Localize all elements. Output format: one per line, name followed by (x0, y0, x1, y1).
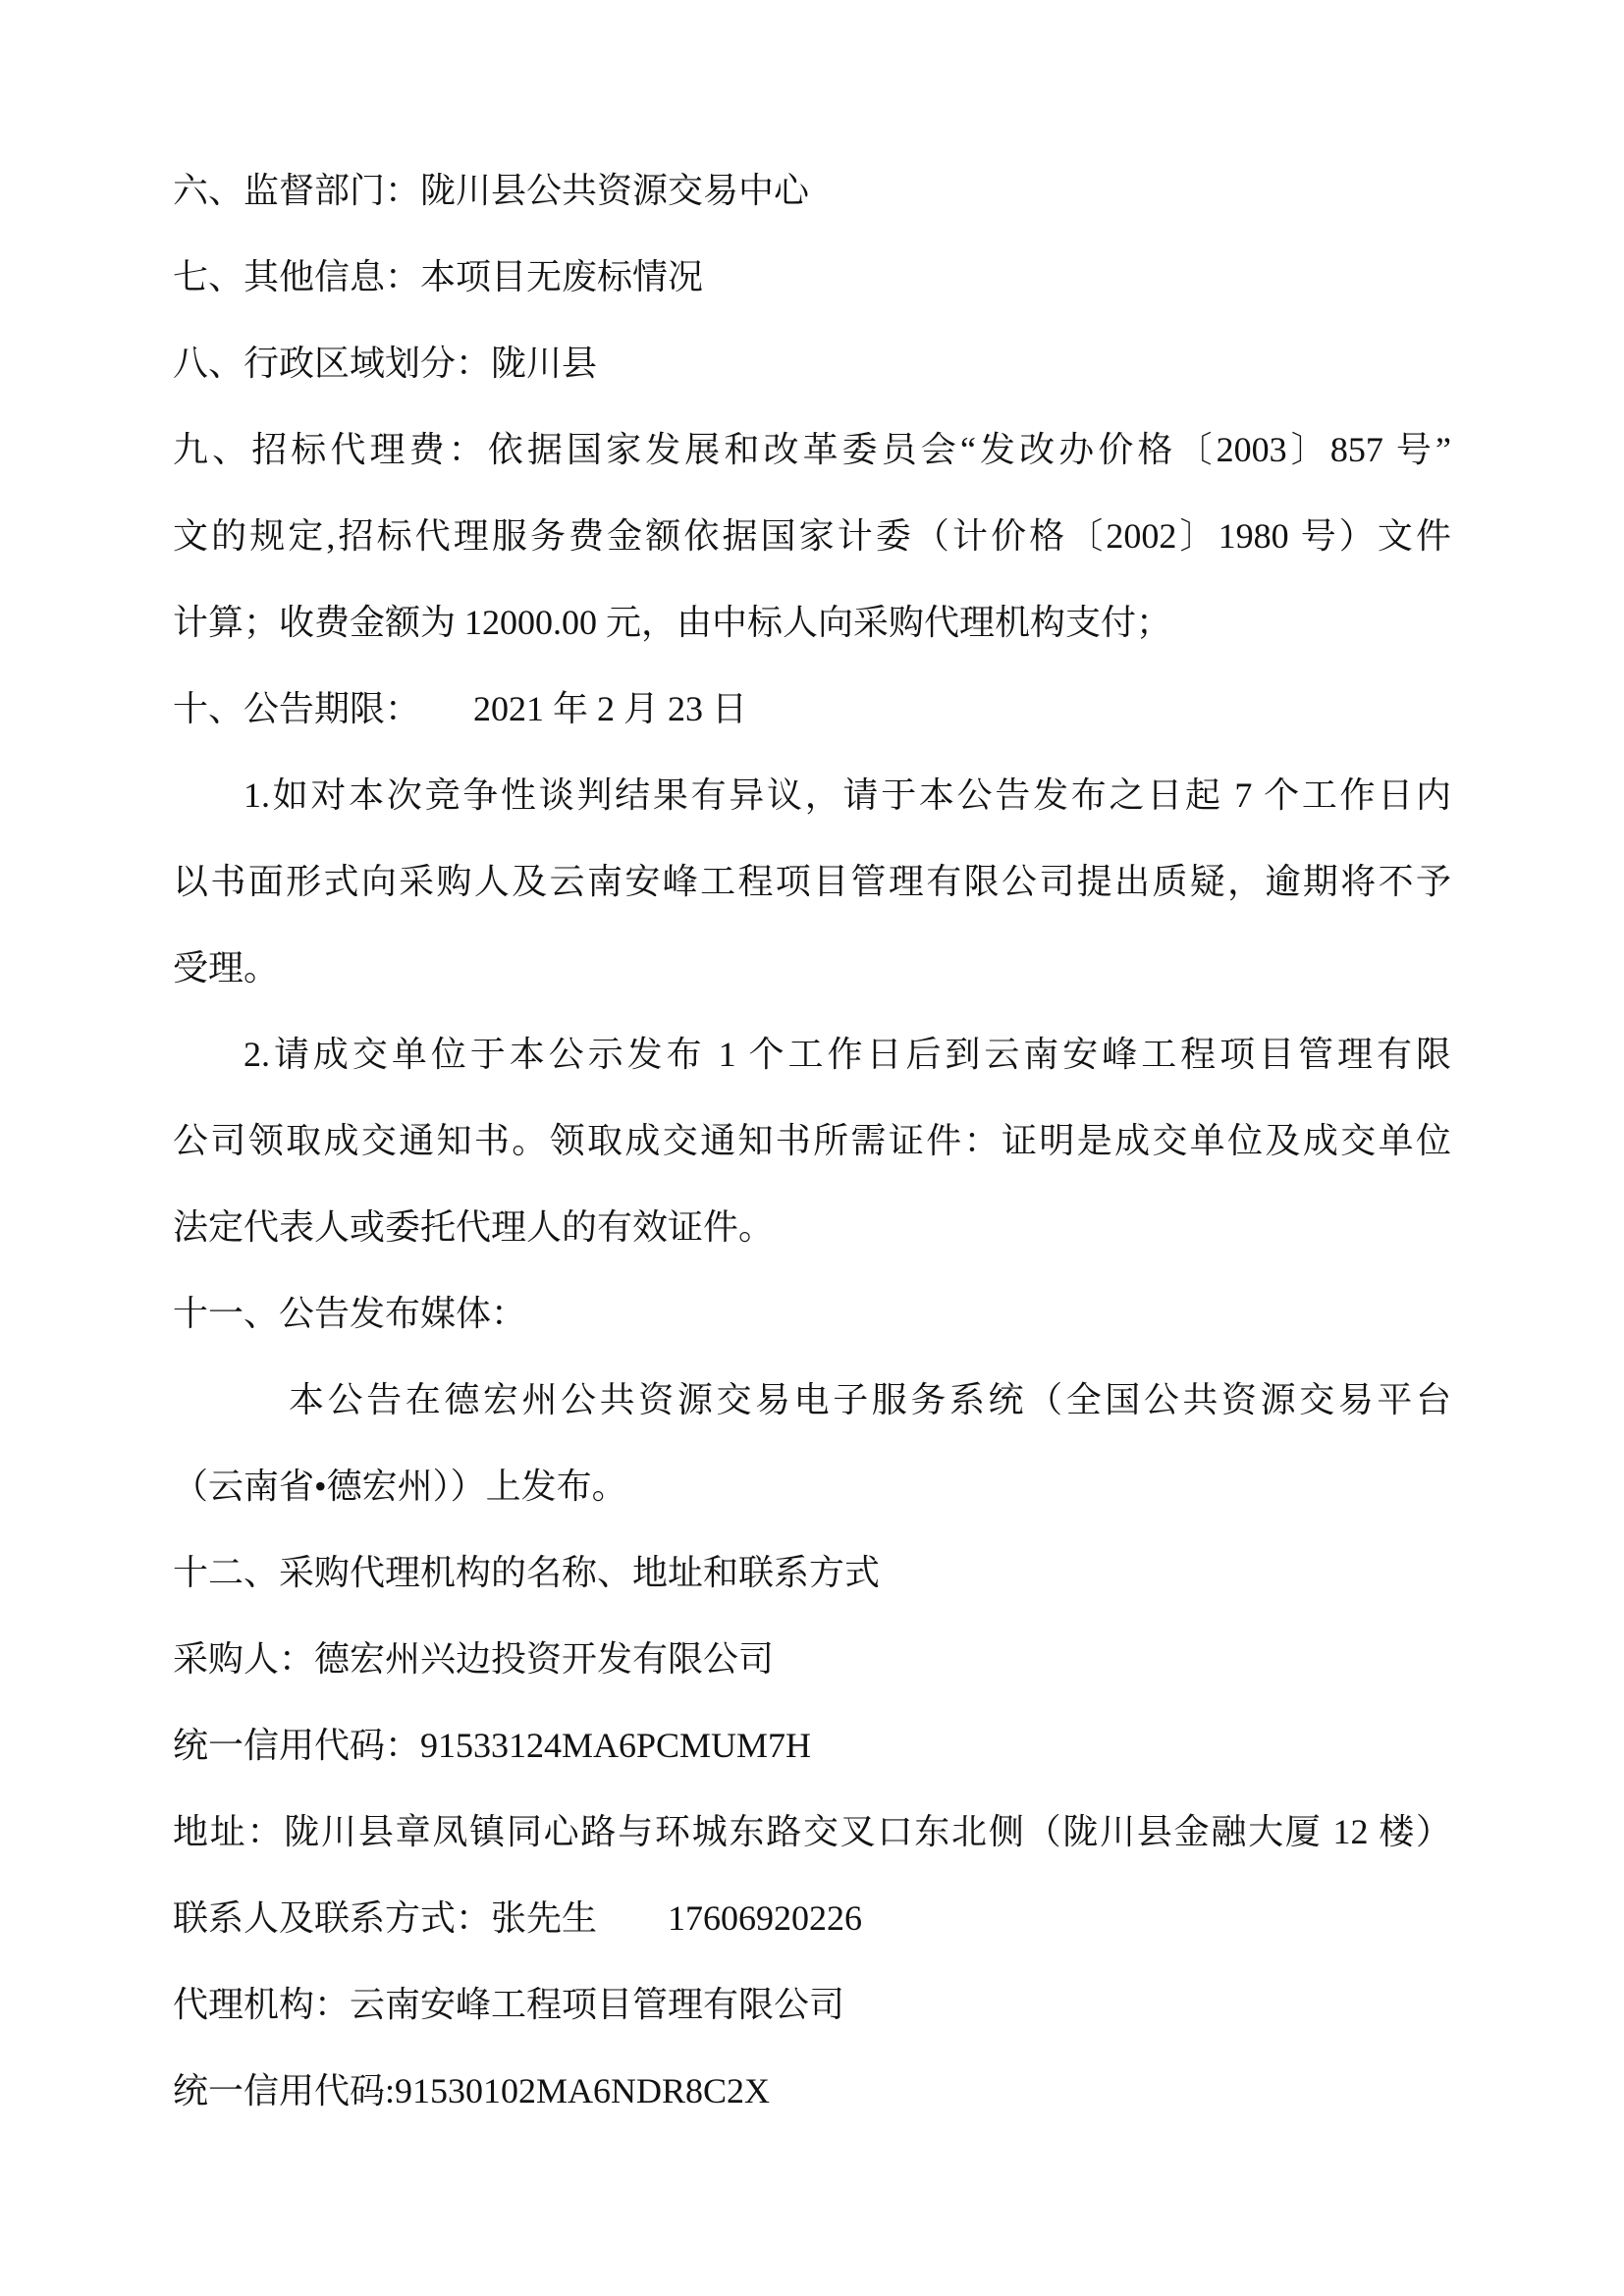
award-notice-line-3: 法定代表人或委托代理人的有效证件。 (173, 1207, 775, 1247)
publish-media-line-2: （云南省•德宏州））上发布。 (173, 1467, 627, 1506)
award-notice-line-2: 公司领取成交通知书。领取成交通知书所需证件：证明是成交单位及成交单位 (173, 1121, 1451, 1160)
publish-media-heading: 十一、公告发布媒体： (173, 1294, 527, 1333)
admin-region-line: 八、行政区域划分：陇川县 (173, 344, 598, 383)
award-notice-line-1: 2.请成交单位于本公示发布 1 个工作日后到云南安峰工程项目管理有限 (244, 1035, 1451, 1074)
objection-note-line-2: 以书面形式向采购人及云南安峰工程项目管理有限公司提出质疑，逾期将不予 (173, 862, 1451, 901)
agency-line: 代理机构：云南安峰工程项目管理有限公司 (173, 1985, 845, 2024)
publish-media-line-1: 本公告在德宏州公共资源交易电子服务系统（全国公共资源交易平台 (289, 1380, 1451, 1419)
purchaser-credit-code-line: 统一信用代码：91533124MA6PCMUM7H (173, 1726, 812, 1765)
agency-contact-heading: 十二、采购代理机构的名称、地址和联系方式 (173, 1553, 881, 1592)
agency-credit-code-line: 统一信用代码:91530102MA6NDR8C2X (173, 2071, 771, 2110)
agency-fee-line-3: 计算；收费金额为 12000.00 元，由中标人向采购代理机构支付； (173, 603, 1172, 642)
objection-note-line-3: 受理。 (173, 948, 280, 988)
announcement-period-line: 十、公告期限： 2021 年 2 月 23 日 (173, 689, 748, 728)
address-line: 地址：陇川县章凤镇同心路与环城东路交叉口东北侧（陇川县金融大厦 12 楼） (173, 1812, 1451, 1851)
document-body (173, 147, 1451, 2134)
objection-note-line-1: 1.如对本次竞争性谈判结果有异议，请于本公告发布之日起 7 个工作日内 (244, 775, 1451, 815)
other-info-line: 七、其他信息：本项目无废标情况 (173, 257, 704, 296)
agency-fee-line-1: 九、招标代理费：依据国家发展和改革委员会“发改办价格〔2003〕857 号” (173, 430, 1451, 469)
agency-fee-line-2: 文的规定,招标代理服务费金额依据国家计委（计价格〔2002〕1980 号）文件 (173, 516, 1451, 556)
supervision-dept-line: 六、监督部门：陇川县公共资源交易中心 (173, 171, 810, 210)
contact-person-line: 联系人及联系方式：张先生 17606920226 (173, 1898, 863, 1938)
purchaser-line: 采购人：德宏州兴边投资开发有限公司 (173, 1639, 775, 1679)
